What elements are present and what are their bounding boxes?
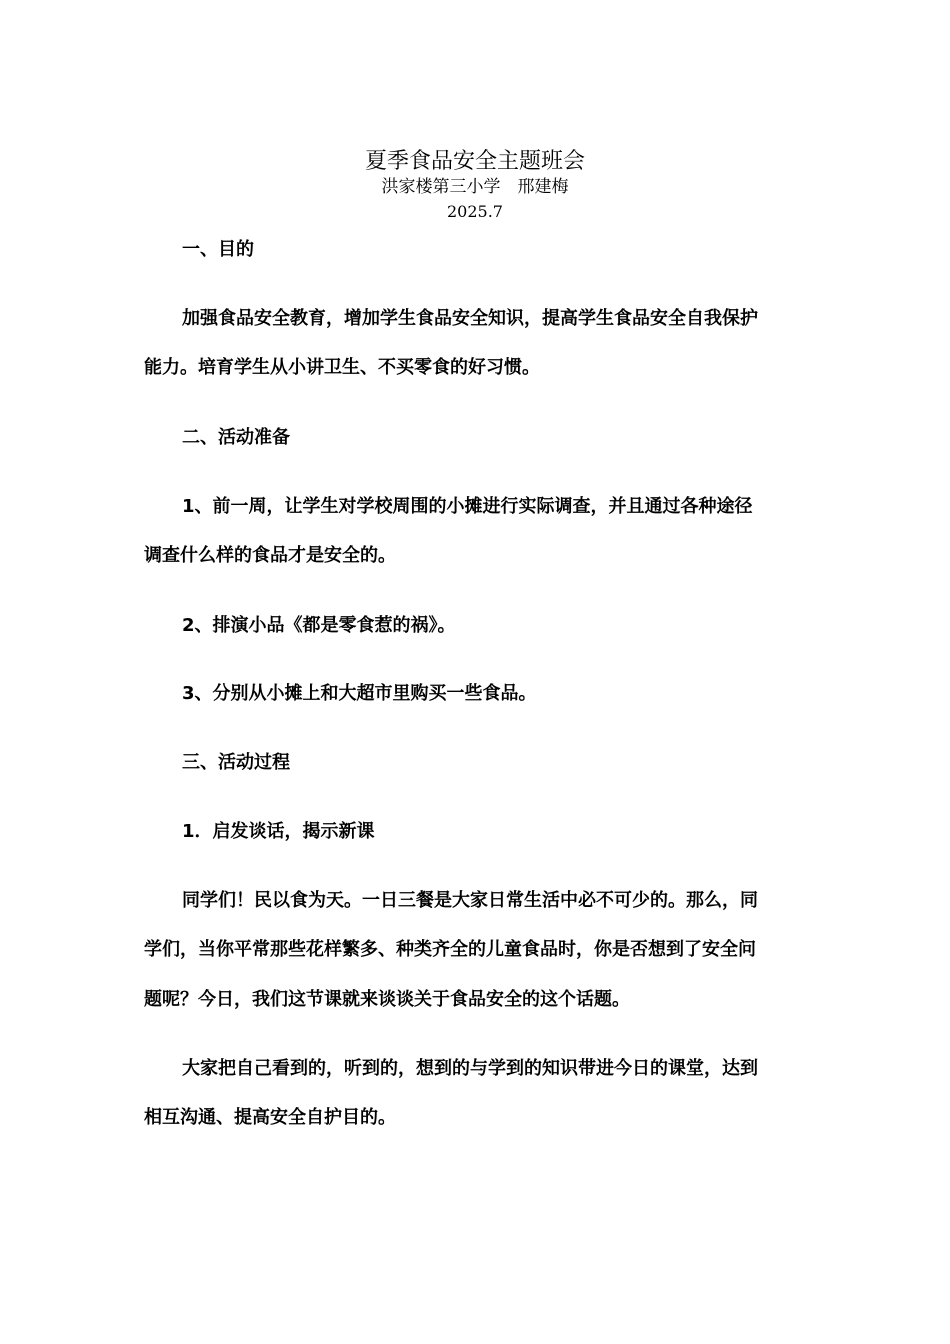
paragraph-line: 相互沟通、提高安全自护目的。 <box>144 1107 396 1128</box>
document-date: 2025.7 <box>447 202 503 221</box>
paragraph-line: 学们，当你平常那些花样繁多、种类齐全的儿童食品时，你是否想到了安全问 <box>144 939 756 960</box>
paragraph-line: 2、排演小品《都是零食惹的祸》。 <box>182 615 456 636</box>
paragraph-line: 3、分别从小摊上和大超市里购买一些食品。 <box>182 683 537 704</box>
paragraph-line: 加强食品安全教育，增加学生食品安全知识，提高学生食品安全自我保护 <box>182 308 758 329</box>
paragraph-line: 题呢？今日，我们这节课就来谈谈关于食品安全的这个话题。 <box>144 989 630 1010</box>
paragraph-line: 1、前一周，让学生对学校周围的小摊进行实际调查，并且通过各种途径 <box>182 496 753 517</box>
paragraph-line: 大家把自己看到的，听到的，想到的与学到的知识带进今日的课堂，达到 <box>182 1058 758 1079</box>
section-heading-preparation: 二、活动准备 <box>182 427 290 448</box>
subsection-heading: 1．启发谈话，揭示新课 <box>182 821 375 842</box>
paragraph-line: 调查什么样的食品才是安全的。 <box>144 545 396 566</box>
paragraph-line: 能力。培育学生从小讲卫生、不买零食的好习惯。 <box>144 357 540 378</box>
document-title: 夏季食品安全主题班会 <box>364 149 585 174</box>
section-heading-process: 三、活动过程 <box>182 752 290 773</box>
section-heading-purpose: 一、目的 <box>182 239 254 260</box>
paragraph-line: 同学们！民以食为天。一日三餐是大家日常生活中必不可少的。那么，同 <box>182 890 758 911</box>
document-author: 洪家楼第三小学 邢建梅 <box>381 177 569 197</box>
